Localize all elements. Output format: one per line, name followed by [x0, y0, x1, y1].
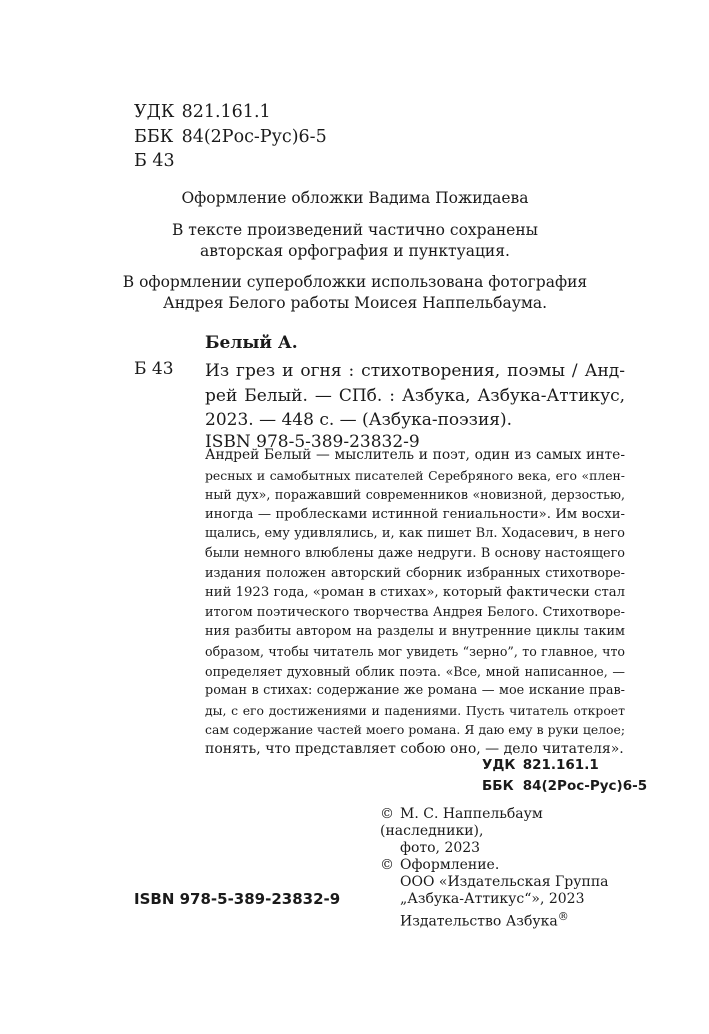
annotation-line: Андрей Белый — мыслитель и поэт, один из самых инте-	[205, 447, 625, 463]
copyright-block	[380, 806, 640, 931]
footer-udk-label: УДК	[482, 757, 516, 773]
bbk-value: 84(2Рос-Рус)6-5	[181, 126, 327, 147]
annotation-line: определяет духовный облик поэта. «Все, мной написанное, —	[205, 663, 625, 679]
annotation-line: были немного влюблены даже недруги. В основу настоящего	[205, 545, 625, 561]
annotation-line: образом, чтобы читатель мог увидеть “зерно”, то главное, что	[205, 643, 625, 659]
udk-value: 821.161.1	[181, 102, 271, 122]
annotation-line: роман в стихах: содержание же романа — мое искание прав-	[205, 683, 625, 699]
footer-udk-value: 821.161.1	[522, 757, 599, 773]
bib-line: рей Белый. — СПб. : Азбука, Азбука-Аттикус,	[205, 385, 625, 406]
copyright-line: ООО «Издательская Группа	[400, 874, 609, 890]
annotation-line: ды, с его достижениями и падениями. Пусть читатель откроет	[205, 702, 625, 718]
classification-codes	[134, 100, 327, 174]
copyright-line: „Азбука-Аттикус“», 2023	[400, 891, 585, 907]
bib-line: Из грез и огня : стихотворения, поэмы / Анд-	[205, 361, 625, 381]
bib-line: 2023. — 448 с. — (Азбука-поэзия).	[205, 410, 513, 430]
author-mark: Б 43	[134, 151, 175, 171]
footer-bbk-value: 84(2Рос-Рус)6-5	[522, 778, 648, 794]
udk-label: УДК	[134, 102, 175, 122]
cover-credit: Оформление обложки Вадима Пожидаева	[181, 189, 529, 207]
spelling-note	[60, 220, 650, 262]
footer-isbn: ISBN 978-5-389-23832-9	[134, 890, 341, 908]
annotation	[205, 446, 625, 760]
registered-mark: ®	[557, 910, 569, 923]
annotation-line: иногда — проблесками истинной гениальности». Им восхи-	[205, 506, 625, 522]
annotation-line: ресных и самобытных писателей Серебряного века, его «плен-	[205, 467, 625, 483]
photo-credit-line: Андрея Белого работы Моисея Наппельбаума.	[162, 294, 548, 312]
annotation-line: итогом поэтического творчества Андрея Белого. Стихотворе-	[205, 604, 625, 620]
annotation-line: щались, ему удивлялись, и, как пишет Вл. Ходасевич, в него	[205, 526, 625, 542]
footer-bbk-label: ББК	[482, 778, 514, 794]
photo-credit	[60, 272, 650, 314]
copyright-line: М. С. Наппельбаум (наследники),	[380, 806, 543, 839]
annotation-line: ний 1923 года, «роман в стихах», который фактически стал	[205, 585, 625, 601]
copyright-line: Издательство Азбука	[400, 913, 558, 930]
bib-description	[205, 359, 625, 433]
footer-codes	[482, 755, 647, 797]
copyright-symbol: ©	[380, 806, 394, 822]
copyright-line: Оформление.	[400, 857, 500, 873]
annotation-line: сам содержание частей моего романа. Я даю ему в руки целое;	[205, 722, 625, 738]
bib-isbn: ISBN 978-5-389-23832-9	[205, 432, 420, 452]
annotation-line: издания положен авторский сборник избранных стихотворе-	[205, 565, 625, 581]
spelling-note-line: В тексте произведений частично сохранены	[171, 221, 538, 239]
bib-author: Белый А.	[205, 333, 298, 353]
bbk-label: ББК	[134, 126, 174, 147]
copyright-symbol: ©	[380, 857, 394, 873]
annotation-line: ный дух», поражавший современников «новизной, дерзостью,	[205, 487, 625, 503]
photo-credit-line: В оформлении суперобложки использована фотография	[122, 273, 588, 291]
annotation-line: понять, что представляет собою оно, — дело читателя».	[205, 740, 624, 757]
copyright-line: фото, 2023	[400, 840, 481, 856]
spelling-note-line: авторская орфография и пунктуация.	[200, 242, 510, 260]
annotation-line: ния разбиты автором на разделы и внутренние циклы таким	[205, 624, 625, 640]
bib-code: Б 43	[134, 359, 174, 379]
